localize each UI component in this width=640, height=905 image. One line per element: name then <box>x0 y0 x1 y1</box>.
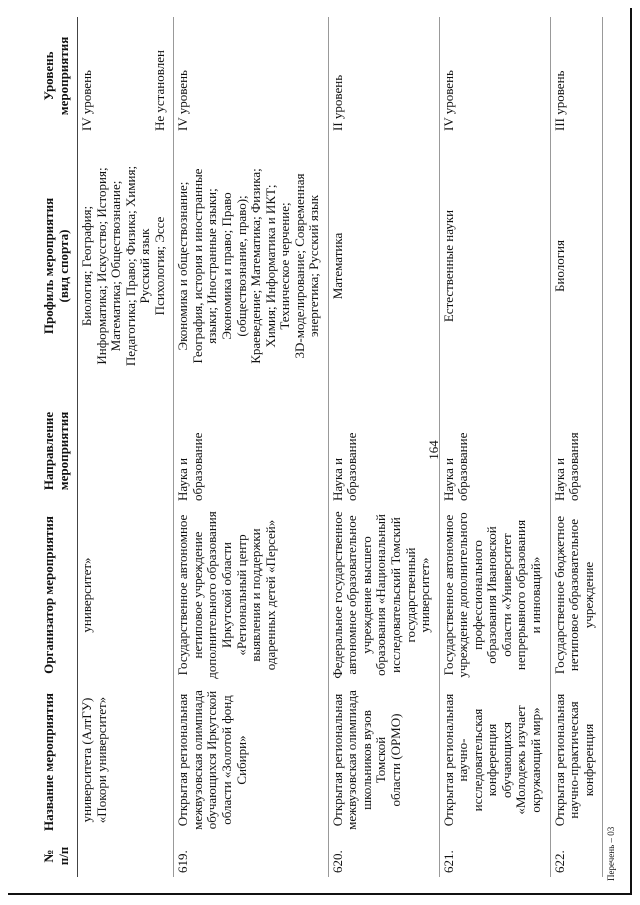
event-level <box>550 17 603 135</box>
event-direction <box>328 397 439 505</box>
page-number: 164 <box>426 440 441 460</box>
table-header-row <box>40 17 78 877</box>
event-profile-line: Краеведение; Математика; Физика; <box>248 168 264 364</box>
event-direction <box>439 397 550 505</box>
event-level <box>328 17 439 135</box>
event-organizer-line: Государственное автономное <box>175 514 191 676</box>
event-profile-line: Русский язык <box>137 228 153 304</box>
event-organizer-line: «Региональный центр <box>233 534 249 656</box>
event-name-line: Открытая региональная <box>440 693 456 827</box>
event-organizer-line: выявления и поддержки <box>248 528 264 662</box>
table-row <box>328 17 439 877</box>
event-level-line: IV уровень <box>79 70 95 131</box>
event-profile-line: Биология <box>551 240 567 293</box>
event-organizer-line: нетиповое образовательное <box>566 518 582 672</box>
event-level <box>174 17 328 135</box>
event-organizer-line: Федеральное государственное <box>329 511 345 679</box>
event-name-line: Открытая региональная <box>329 693 345 827</box>
event-organizer-line: исследовательский Томский <box>388 517 404 673</box>
event-profile-line: Экономика и право; Право <box>219 192 235 340</box>
event-level <box>78 17 174 135</box>
event-profile <box>174 135 328 397</box>
event-organizer <box>439 505 550 685</box>
event-organizer-line: автономное образовательное <box>344 515 360 675</box>
event-organizer-line: Иркутской области <box>219 542 235 648</box>
event-profile-line: 3D-моделирование; Современная <box>291 173 307 359</box>
event-profile-line: энергетика; Русский язык <box>306 194 322 338</box>
event-profile-line: Информатика; Искусство; История; <box>93 167 109 365</box>
event-organizer-line: учреждение высшего <box>358 536 374 654</box>
table-row <box>174 17 328 877</box>
event-name-line: межвузовская олимпиада <box>189 690 205 830</box>
event-name <box>439 685 550 835</box>
event-organizer-line: образования Ивановской <box>484 526 500 664</box>
event-name-line: конференция <box>580 723 596 797</box>
row-number: 622. <box>550 835 603 877</box>
event-organizer-line: университет» <box>79 557 95 633</box>
event-organizer-line: профессионального <box>469 540 485 650</box>
event-name-line: конференция обучающихся <box>484 722 514 798</box>
event-level-line <box>95 21 110 131</box>
event-level-line: IV уровень <box>440 70 456 131</box>
event-name-line: научно-исследовательская <box>455 708 485 812</box>
event-profile-line: Естественные науки <box>440 209 456 323</box>
table-row <box>78 17 174 877</box>
event-organizer-line: Государственное автономное <box>440 514 456 676</box>
event-organizer-line: Государственное бюджетное <box>551 515 567 675</box>
event-direction-line: Наука и образование <box>440 432 471 501</box>
event-organizer-line: университет» <box>417 557 433 633</box>
event-profile-line: Химия; Информатика и ИКТ; <box>262 184 278 348</box>
event-name-line: Сибири» <box>233 735 249 785</box>
event-level-line <box>109 21 124 131</box>
event-organizer-line: нетиповое учреждение <box>189 531 205 659</box>
row-number <box>78 835 174 877</box>
event-name <box>328 685 439 835</box>
event-level-line: Не установлен <box>151 50 167 131</box>
event-profile-line: Биология; География; <box>79 205 95 327</box>
event-profile-line: Психология; Эссе <box>151 216 167 316</box>
event-name-line: школьников вузов Томской <box>358 710 389 810</box>
event-profile <box>550 135 603 397</box>
header-direction: Направление мероприятия <box>41 411 71 491</box>
footer-note: Перечень – 03 <box>606 826 616 881</box>
event-profile-line: География, история и иностранные <box>189 168 205 364</box>
header-num: № п/п <box>41 846 71 866</box>
header-organizer: Организатор мероприятия <box>41 516 56 674</box>
event-profile-line: (обществознание, право); <box>233 195 249 337</box>
event-organizer-line: области «Университет <box>498 533 514 657</box>
event-profile-line: языки; Иностранные языки; <box>204 188 220 344</box>
page-border-right <box>630 8 632 893</box>
event-name-line: «Молодежь изучает <box>513 705 529 815</box>
event-organizer-line: одаренных детей «Персей» <box>262 519 278 671</box>
event-name-line: университета (АлтГУ) <box>79 697 95 823</box>
event-organizer-line: образования «Национальный <box>373 514 389 676</box>
event-direction <box>174 397 328 505</box>
event-name-line: области «Золотой фонд <box>219 695 235 825</box>
event-name <box>174 685 328 835</box>
row-number: 619. <box>174 835 328 877</box>
event-direction <box>78 397 174 505</box>
event-direction-line: Наука и образование <box>329 432 360 501</box>
row-number: 621. <box>439 835 550 877</box>
event-profile <box>439 135 550 397</box>
event-organizer-line: учреждение <box>580 561 596 629</box>
event-organizer-line: и инноваций» <box>527 556 543 634</box>
header-name: Название мероприятия <box>41 693 56 831</box>
rotated-sheet <box>30 5 630 895</box>
event-profile-line: Математика; Обществознание; <box>108 180 124 352</box>
event-direction-line: Наука и образование <box>175 432 205 501</box>
table-row <box>439 17 550 877</box>
event-name <box>78 685 174 835</box>
event-organizer-line: дополнительного образования <box>204 511 220 679</box>
event-name-line: межвузовская олимпиада <box>344 690 360 830</box>
event-organizer <box>174 505 328 685</box>
event-name-line: области (ОРМО) <box>388 713 404 807</box>
event-direction-line: Наука и образования <box>551 432 582 501</box>
event-name-line: Открытая региональная <box>175 693 191 827</box>
table-row <box>550 17 603 877</box>
event-organizer <box>328 505 439 685</box>
event-name-line: окружающий мир» <box>527 707 543 813</box>
event-level-line <box>124 21 139 131</box>
event-profile-line: Экономика и обществознание; <box>175 181 191 351</box>
event-name-line: Открытая региональная <box>551 693 567 827</box>
event-profile <box>78 135 174 397</box>
event-level <box>439 17 550 135</box>
event-level-line <box>138 21 153 131</box>
event-organizer-line: государственный <box>402 547 418 643</box>
event-profile <box>328 135 439 397</box>
header-profile: Профиль мероприятия (вид спорта) <box>41 197 71 335</box>
header-level: Уровень мероприятия <box>41 36 71 116</box>
event-organizer <box>550 505 603 685</box>
events-table <box>40 17 603 877</box>
event-name <box>550 685 603 835</box>
row-number: 620. <box>328 835 439 877</box>
event-direction-line <box>80 401 95 501</box>
event-level-line: II уровень <box>329 74 345 131</box>
event-organizer-line: учреждение дополнительного <box>455 512 471 678</box>
event-level-line: III уровень <box>551 70 567 131</box>
event-direction <box>550 397 603 505</box>
event-organizer-line: непрерывного образования <box>513 519 529 671</box>
event-profile-line: Математика <box>329 232 345 300</box>
event-organizer <box>78 505 174 685</box>
event-profile-line: Педагогика; Право; Физика; Химия; <box>122 165 138 367</box>
event-name-line: научно-практическая <box>566 701 582 819</box>
event-level-line: IV уровень <box>175 70 191 131</box>
event-name-line: «Покори университет» <box>93 696 109 824</box>
event-profile-line: Техническое черчение; <box>277 202 293 330</box>
event-name-line: обучающихся Иркутской <box>204 690 220 830</box>
